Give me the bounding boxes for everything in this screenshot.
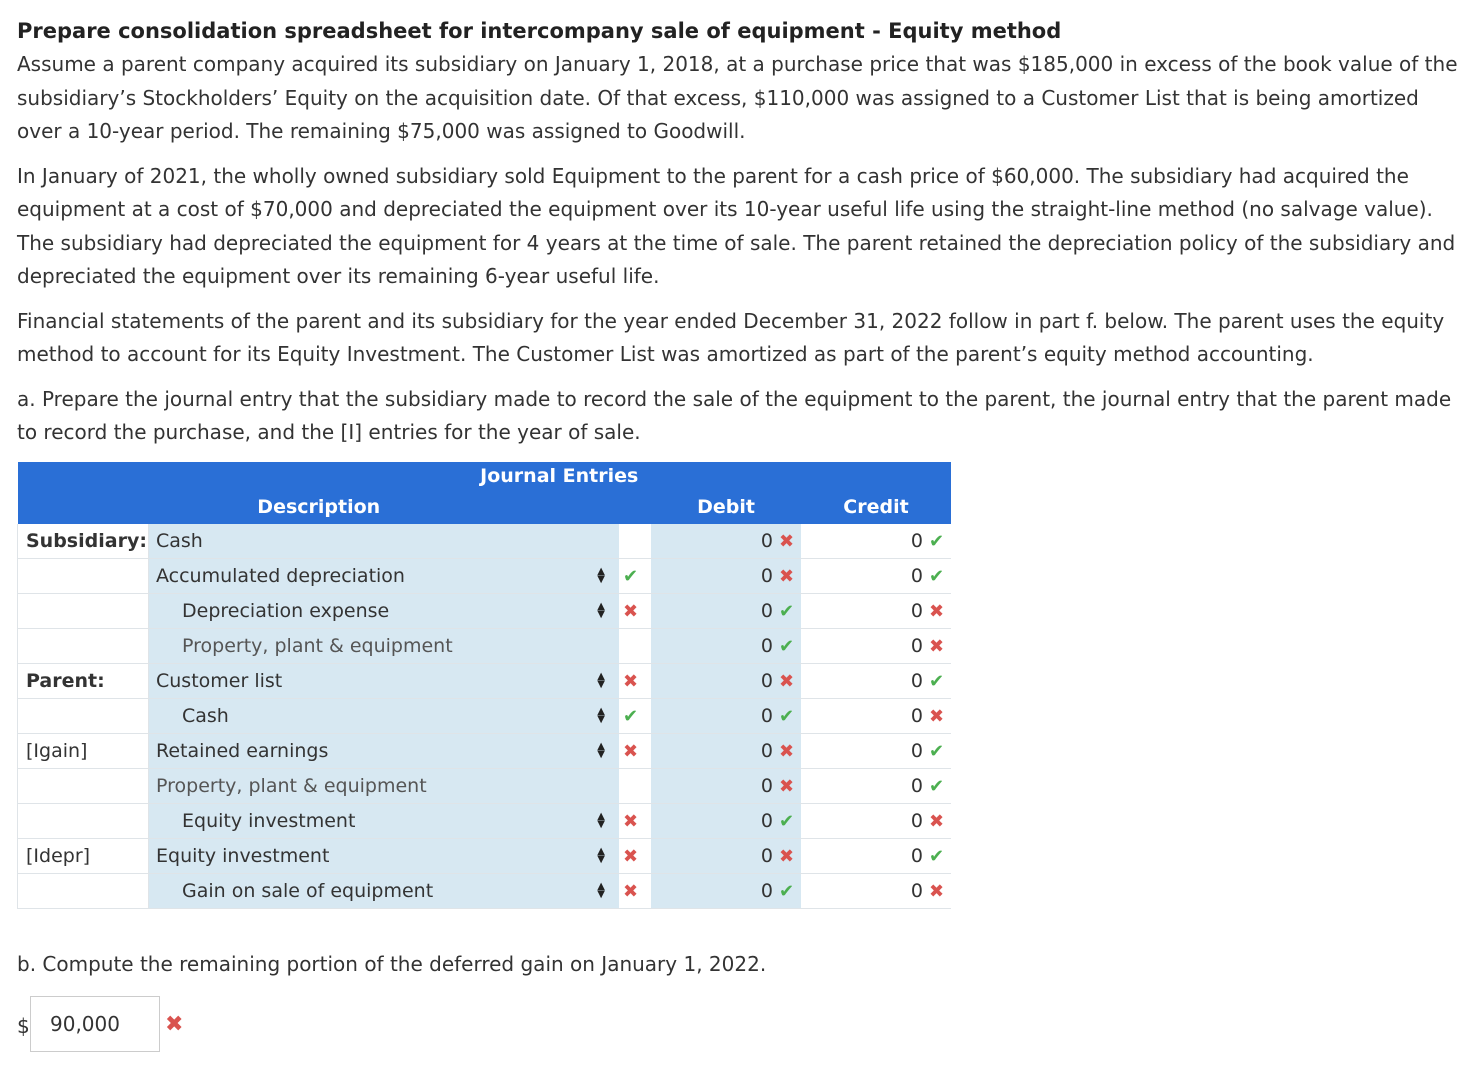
journal-row	[18, 839, 952, 874]
account-description-select[interactable]	[149, 559, 620, 594]
account-description-select[interactable]	[149, 804, 620, 839]
description-mark	[619, 734, 651, 769]
debit-input[interactable]: 0	[651, 559, 779, 594]
credit-input[interactable]: 0	[801, 874, 929, 909]
credit-mark	[929, 839, 951, 874]
debit-mark	[779, 734, 801, 769]
entry-label	[18, 629, 149, 664]
correct-icon: ✔	[779, 881, 795, 902]
description-mark	[619, 839, 651, 874]
credit-input[interactable]: 0	[801, 594, 929, 629]
credit-mark	[929, 559, 951, 594]
incorrect-icon: ✖	[929, 881, 945, 902]
description-mark	[619, 804, 651, 839]
updown-arrows-icon[interactable]: ▲ ▼	[597, 881, 605, 900]
incorrect-icon: ✖	[929, 811, 945, 832]
correct-icon: ✔	[623, 706, 639, 727]
description-mark	[619, 769, 651, 804]
incorrect-icon: ✖	[929, 636, 945, 657]
header-description: Description	[257, 496, 381, 518]
correct-icon: ✔	[929, 671, 945, 692]
credit-input[interactable]: 0	[801, 524, 929, 559]
entry-label: [Idepr]	[18, 839, 149, 874]
journal-row	[18, 769, 952, 804]
debit-input[interactable]: 0	[651, 734, 779, 769]
updown-arrows-icon[interactable]: ▲ ▼	[597, 671, 605, 690]
debit-input[interactable]: 0	[651, 769, 779, 804]
account-name: Gain on sale of equipment	[182, 880, 434, 902]
credit-input[interactable]: 0	[801, 559, 929, 594]
paragraph-3: Financial statements of the parent and its subsidiary for the year ended December 31, 2022 follow in part f. below. The parent uses the equity method to account for its Equity Investment. The Customer List was amortized as part of the parent’s equity method accounting.	[17, 308, 1445, 366]
credit-mark	[929, 524, 951, 559]
updown-arrows-icon[interactable]: ▲ ▼	[597, 706, 605, 725]
journal-row	[18, 874, 952, 909]
updown-arrows-icon[interactable]: ▲ ▼	[597, 741, 605, 760]
incorrect-icon: ✖	[623, 846, 639, 867]
description-mark	[619, 524, 651, 559]
entry-label	[18, 804, 149, 839]
account-name: Equity investment	[156, 845, 330, 867]
credit-input[interactable]: 0	[801, 769, 929, 804]
account-description-select[interactable]	[149, 734, 620, 769]
correct-icon: ✔	[779, 811, 795, 832]
account-description-select[interactable]	[149, 594, 620, 629]
debit-input[interactable]: 0	[651, 594, 779, 629]
updown-arrows-icon[interactable]: ▲ ▼	[597, 566, 605, 585]
incorrect-icon: ✖	[779, 566, 795, 587]
incorrect-icon: ✖	[779, 741, 795, 762]
journal-row	[18, 699, 952, 734]
credit-input[interactable]: 0	[801, 699, 929, 734]
credit-input[interactable]: 0	[801, 839, 929, 874]
paragraph-1: Assume a parent company acquired its subsidiary on January 1, 2018, at a purchase price that was $185,000 in excess of the book value of the subsidiary’s Stockholders’ Equity on the acquisition date. Of that excess, $110,000 was assigned to a Customer List that is being amortized over a 10-year period. The remaining $75,000 was assigned to Goodwill.	[17, 52, 1458, 143]
entry-label: Subsidiary:	[18, 524, 149, 559]
account-name: Accumulated depreciation	[156, 565, 405, 587]
debit-mark	[779, 874, 801, 909]
credit-mark	[929, 629, 951, 664]
debit-input[interactable]: 0	[651, 664, 779, 699]
credit-mark	[929, 804, 951, 839]
account-description-select[interactable]	[149, 699, 620, 734]
account-name: Cash	[156, 530, 203, 552]
debit-input[interactable]: 0	[651, 524, 779, 559]
correct-icon: ✔	[929, 566, 945, 587]
account-name: Cash	[182, 705, 229, 727]
entry-label	[18, 874, 149, 909]
paragraph-4: a. Prepare the journal entry that the subsidiary made to record the sale of the equipment to the parent, the journal entry that the parent made to record the purchase, and the [I] entries for the year of sale.	[17, 386, 1452, 444]
header-credit: Credit	[843, 496, 909, 518]
correct-icon: ✔	[929, 741, 945, 762]
entry-label	[18, 559, 149, 594]
table-header-row	[18, 490, 952, 524]
updown-arrows-icon[interactable]: ▲ ▼	[597, 811, 605, 830]
header-label-blank	[18, 490, 149, 524]
currency-symbol: $	[17, 1014, 30, 1038]
entry-label: Parent:	[18, 664, 149, 699]
credit-mark	[929, 769, 951, 804]
credit-mark	[929, 874, 951, 909]
account-name: Retained earnings	[156, 740, 329, 762]
incorrect-icon: ✖	[623, 811, 639, 832]
updown-arrows-icon[interactable]: ▲ ▼	[597, 601, 605, 620]
correct-icon: ✔	[779, 601, 795, 622]
debit-mark	[779, 769, 801, 804]
entry-label: [Igain]	[18, 734, 149, 769]
entry-label	[18, 699, 149, 734]
description-mark	[619, 629, 651, 664]
incorrect-icon: ✖	[929, 601, 945, 622]
incorrect-icon: ✖	[165, 1012, 184, 1037]
incorrect-icon: ✖	[779, 531, 795, 552]
journal-row	[18, 664, 952, 699]
account-description-select[interactable]	[149, 629, 620, 664]
credit-input[interactable]: 0	[801, 629, 929, 664]
incorrect-icon: ✖	[929, 706, 945, 727]
correct-icon: ✔	[929, 776, 945, 797]
incorrect-icon: ✖	[623, 601, 639, 622]
description-mark	[619, 559, 651, 594]
part-b-question: b. Compute the remaining portion of the deferred gain on January 1, 2022.	[17, 952, 767, 976]
credit-mark	[929, 699, 951, 734]
account-name: Property, plant & equipment	[182, 635, 453, 657]
deferred-gain-input[interactable]	[30, 996, 160, 1052]
table-title: Journal Entries	[480, 465, 639, 487]
debit-mark	[779, 629, 801, 664]
journal-row	[18, 629, 952, 664]
correct-icon: ✔	[929, 846, 945, 867]
incorrect-icon: ✖	[779, 671, 795, 692]
header-debit: Debit	[697, 496, 755, 518]
credit-mark	[929, 594, 951, 629]
debit-mark	[779, 804, 801, 839]
description-mark	[619, 699, 651, 734]
credit-mark	[929, 734, 951, 769]
description-mark	[619, 874, 651, 909]
description-mark	[619, 594, 651, 629]
entry-label	[18, 769, 149, 804]
debit-mark	[779, 839, 801, 874]
journal-row	[18, 559, 952, 594]
account-description-select[interactable]	[149, 769, 620, 804]
table-header-title-row	[18, 462, 952, 490]
incorrect-icon: ✖	[779, 846, 795, 867]
debit-mark	[779, 699, 801, 734]
account-name: Property, plant & equipment	[156, 775, 427, 797]
debit-mark	[779, 559, 801, 594]
journal-row	[18, 594, 952, 629]
account-name: Customer list	[156, 670, 283, 692]
entry-label	[18, 594, 149, 629]
debit-input[interactable]: 0	[651, 874, 779, 909]
debit-input[interactable]: 0	[651, 699, 779, 734]
journal-row	[18, 804, 952, 839]
account-description-select[interactable]	[149, 839, 620, 874]
correct-icon: ✔	[623, 566, 639, 587]
correct-icon: ✔	[779, 636, 795, 657]
credit-input[interactable]: 0	[801, 804, 929, 839]
debit-input[interactable]: 0	[651, 804, 779, 839]
account-name: Depreciation expense	[182, 600, 390, 622]
credit-input[interactable]: 0	[801, 664, 929, 699]
credit-mark	[929, 664, 951, 699]
debit-mark	[779, 664, 801, 699]
incorrect-icon: ✖	[623, 881, 639, 902]
account-description-select[interactable]	[149, 664, 620, 699]
debit-mark	[779, 594, 801, 629]
debit-input[interactable]: 0	[651, 629, 779, 664]
problem-title: Prepare consolidation spreadsheet for intercompany sale of equipment - Equity method	[17, 19, 1062, 43]
paragraph-2: In January of 2021, the wholly owned subsidiary sold Equipment to the parent for a cash price of $60,000. The subsidiary had acquired the equipment at a cost of $70,000 and depreciated the equipment over its 10-year useful life using the straight-line method (no salvage value). The subsidiary had depreciated the equipment for 4 years at the time of sale. The parent retained the depreciation policy of the subsidiary and depreciated the equipment over its remaining 6-year useful life.	[17, 163, 1456, 288]
account-name: Equity investment	[182, 810, 356, 832]
account-description-select[interactable]	[149, 524, 620, 559]
journal-entries-table	[17, 462, 951, 909]
correct-icon: ✔	[779, 706, 795, 727]
incorrect-icon: ✖	[779, 776, 795, 797]
correct-icon: ✔	[929, 531, 945, 552]
incorrect-icon: ✖	[623, 671, 639, 692]
description-mark	[619, 664, 651, 699]
problem-text	[17, 14, 1462, 450]
incorrect-icon: ✖	[623, 741, 639, 762]
debit-mark	[779, 524, 801, 559]
account-description-select[interactable]	[149, 874, 620, 909]
debit-input[interactable]: 0	[651, 839, 779, 874]
journal-row	[18, 734, 952, 769]
journal-row	[18, 524, 952, 559]
credit-input[interactable]: 0	[801, 734, 929, 769]
updown-arrows-icon[interactable]: ▲ ▼	[597, 846, 605, 865]
